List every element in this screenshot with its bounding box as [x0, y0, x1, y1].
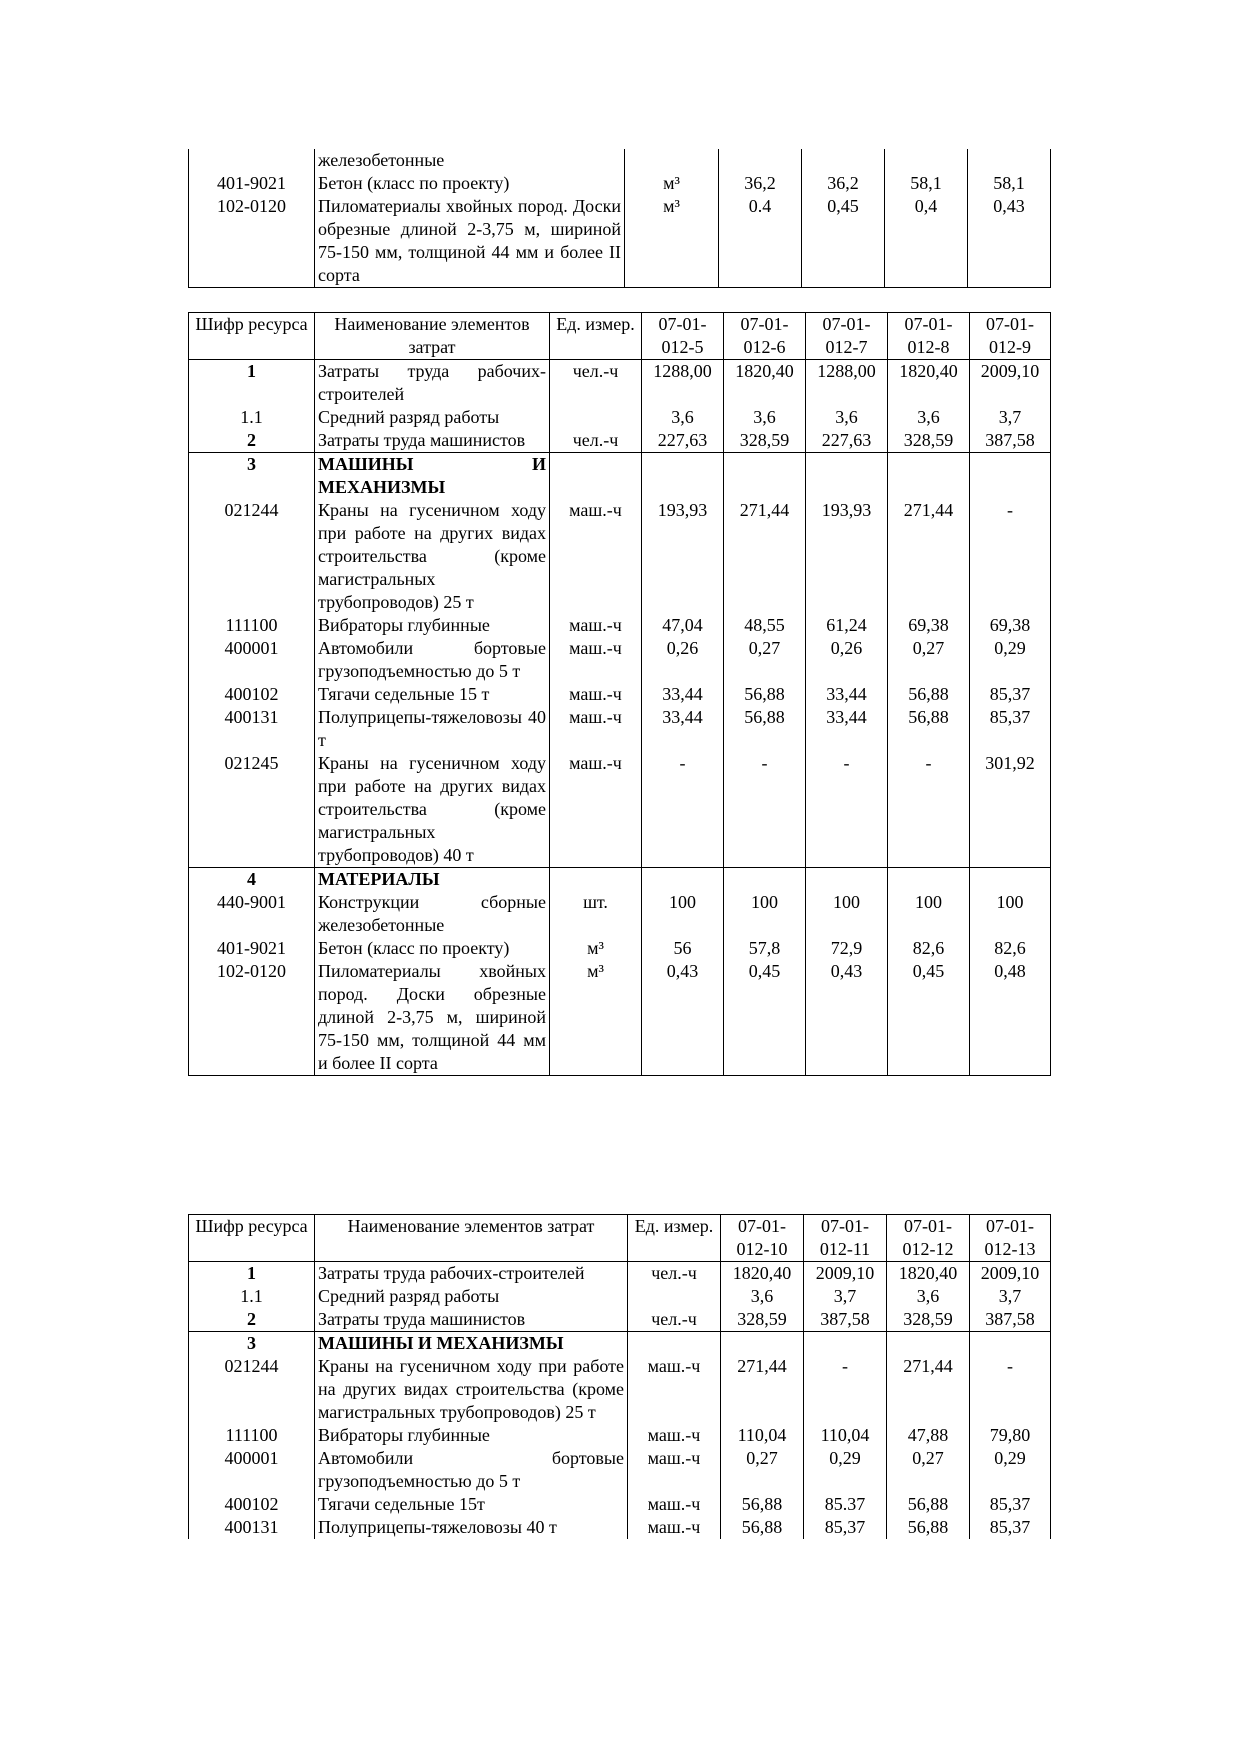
- table-row: [189, 937, 1051, 960]
- unit: маш.-ч: [628, 1355, 721, 1424]
- cost-element-name: Тягачи седельные 15 т: [315, 683, 550, 706]
- table-row: [189, 960, 1051, 1076]
- value-cell: 0.4: [719, 195, 802, 288]
- value-cell: [968, 149, 1051, 172]
- value-cell: 0,45: [802, 195, 885, 288]
- table-row: [189, 1285, 1051, 1308]
- value-cell: 1820,40: [721, 1262, 804, 1286]
- unit: маш.-ч: [628, 1516, 721, 1539]
- value-cell: 2009,10: [970, 360, 1051, 407]
- table-row: [189, 752, 1051, 868]
- section-heading: МАШИНЫ И МЕХАНИЗМЫ: [315, 1332, 628, 1356]
- header-col: 07-01-012-7: [806, 313, 888, 360]
- table-header-row: [189, 313, 1051, 360]
- value-cell: 85,37: [970, 683, 1051, 706]
- value-cell: 56,88: [724, 683, 806, 706]
- value-cell: 47,04: [642, 614, 724, 637]
- table-row: [189, 429, 1051, 453]
- value-cell: [970, 453, 1051, 500]
- header-unit: Ед. измер.: [550, 313, 642, 360]
- value-cell: 1820,40: [887, 1262, 970, 1286]
- cost-element-name: Затраты труда рабочих-строителей: [315, 1262, 628, 1286]
- table-row: [189, 172, 1051, 195]
- header-code: Шифр ресурса: [189, 313, 315, 360]
- cost-element-name: железобетонные: [315, 149, 625, 172]
- header-col: 07-01-012-9: [970, 313, 1051, 360]
- table-row: [189, 360, 1051, 407]
- resource-code: 4: [189, 868, 315, 892]
- resource-code: 102-0120: [189, 960, 315, 1076]
- value-cell: [719, 149, 802, 172]
- value-cell: 0,26: [642, 637, 724, 683]
- value-cell: [885, 149, 968, 172]
- value-cell: 100: [970, 891, 1051, 937]
- value-cell: 0,43: [806, 960, 888, 1076]
- cost-element-name: Пиломатериалы хвойных пород. Доски обрезные длиной 2-3,75 м, шириной 75-150 мм, толщиной 44 мм и более II сорта: [315, 960, 550, 1076]
- resource-code: 1.1: [189, 1285, 315, 1308]
- section-heading-row: [189, 868, 1051, 892]
- unit: м³: [550, 960, 642, 1076]
- value-cell: 0,26: [806, 637, 888, 683]
- value-cell: -: [806, 752, 888, 868]
- cost-element-name: Автомобили бортовые грузоподъемностью до 5 т: [315, 1447, 628, 1493]
- table-row: [189, 1262, 1051, 1286]
- section-heading-row: [189, 1332, 1051, 1356]
- value-cell: 1820,40: [724, 360, 806, 407]
- table-row: [189, 195, 1051, 288]
- value-cell: 0,27: [888, 637, 970, 683]
- table-row: [189, 499, 1051, 614]
- value-cell: 72,9: [806, 937, 888, 960]
- unit: чел.-ч: [550, 360, 642, 407]
- value-cell: 1820,40: [888, 360, 970, 407]
- unit: маш.-ч: [550, 499, 642, 614]
- table-row: [189, 706, 1051, 752]
- value-cell: 387,58: [970, 429, 1051, 453]
- value-cell: 3,6: [887, 1285, 970, 1308]
- section-heading: МАТЕРИАЛЫ: [315, 868, 550, 892]
- value-cell: -: [970, 1355, 1051, 1424]
- resource-code: 401-9021: [189, 937, 315, 960]
- resource-code: 111100: [189, 614, 315, 637]
- resource-code: 021244: [189, 1355, 315, 1424]
- cost-element-name: Тягачи седельные 15т: [315, 1493, 628, 1516]
- unit: [550, 868, 642, 892]
- value-cell: 82,6: [888, 937, 970, 960]
- value-cell: 56,88: [887, 1516, 970, 1539]
- section-heading-row: [189, 453, 1051, 500]
- resource-code: 102-0120: [189, 195, 315, 288]
- cost-element-name: Средний разряд работы: [315, 406, 550, 429]
- value-cell: 69,38: [970, 614, 1051, 637]
- resource-code: 3: [189, 453, 315, 500]
- resource-code: 3: [189, 1332, 315, 1356]
- value-cell: 36,2: [719, 172, 802, 195]
- table-row: [189, 406, 1051, 429]
- resource-code: [189, 149, 315, 172]
- value-cell: [888, 453, 970, 500]
- value-cell: 2009,10: [804, 1262, 887, 1286]
- header-col: 07-01-012-8: [888, 313, 970, 360]
- table-row: [189, 1493, 1051, 1516]
- value-cell: 58,1: [968, 172, 1051, 195]
- resource-code: 400102: [189, 683, 315, 706]
- value-cell: [806, 453, 888, 500]
- unit: м³: [550, 937, 642, 960]
- value-cell: 328,59: [887, 1308, 970, 1332]
- value-cell: 301,92: [970, 752, 1051, 868]
- value-cell: 0,45: [888, 960, 970, 1076]
- value-cell: 0,27: [721, 1447, 804, 1493]
- resource-code: 021245: [189, 752, 315, 868]
- header-col: 07-01-012-13: [970, 1215, 1051, 1262]
- value-cell: 271,44: [721, 1355, 804, 1424]
- table-row: [189, 614, 1051, 637]
- cost-element-name: Пиломатериалы хвойных пород. Доски обрезные длиной 2-3,75 м, шириной 75-150 мм, толщиной 44 мм и более II сорта: [315, 195, 625, 288]
- unit: м³: [625, 172, 719, 195]
- value-cell: 0,43: [968, 195, 1051, 288]
- value-cell: 85,37: [970, 1493, 1051, 1516]
- value-cell: 271,44: [887, 1355, 970, 1424]
- table-header-row: [189, 1215, 1051, 1262]
- header-name: Наименование элементов затрат: [315, 313, 550, 360]
- unit: чел.-ч: [628, 1262, 721, 1286]
- value-cell: 85.37: [804, 1493, 887, 1516]
- value-cell: 61,24: [806, 614, 888, 637]
- unit: чел.-ч: [628, 1308, 721, 1332]
- value-cell: [970, 1332, 1051, 1356]
- unit: [628, 1285, 721, 1308]
- table-row: [189, 891, 1051, 937]
- value-cell: -: [724, 752, 806, 868]
- value-cell: 100: [806, 891, 888, 937]
- value-cell: 82,6: [970, 937, 1051, 960]
- table-resources-10-13: [188, 1214, 1051, 1539]
- value-cell: 57,8: [724, 937, 806, 960]
- table-continuation: [188, 149, 1051, 288]
- value-cell: 0,29: [970, 637, 1051, 683]
- header-col: 07-01-012-10: [721, 1215, 804, 1262]
- value-cell: 2009,10: [970, 1262, 1051, 1286]
- resource-code: 2: [189, 1308, 315, 1332]
- unit: маш.-ч: [628, 1447, 721, 1493]
- resource-code: 400001: [189, 1447, 315, 1493]
- cost-element-name: Бетон (класс по проекту): [315, 172, 625, 195]
- table-row: [189, 1424, 1051, 1447]
- value-cell: [724, 868, 806, 892]
- value-cell: -: [804, 1355, 887, 1424]
- value-cell: 100: [642, 891, 724, 937]
- value-cell: 56,88: [887, 1493, 970, 1516]
- header-code: Шифр ресурса: [189, 1215, 315, 1262]
- value-cell: 110,04: [804, 1424, 887, 1447]
- value-cell: [806, 868, 888, 892]
- value-cell: -: [970, 499, 1051, 614]
- value-cell: 100: [724, 891, 806, 937]
- value-cell: 1288,00: [642, 360, 724, 407]
- value-cell: 3,7: [970, 406, 1051, 429]
- cost-element-name: Полуприцепы-тяжеловозы 40 т: [315, 706, 550, 752]
- value-cell: 3,6: [642, 406, 724, 429]
- value-cell: 33,44: [806, 706, 888, 752]
- cost-element-name: Затраты труда машинистов: [315, 1308, 628, 1332]
- cost-element-name: Краны на гусеничном ходу при работе на других видах строительства (кроме магистральных трубопроводов) 25 т: [315, 1355, 628, 1424]
- value-cell: 36,2: [802, 172, 885, 195]
- value-cell: 3,7: [804, 1285, 887, 1308]
- value-cell: 56,88: [721, 1493, 804, 1516]
- table-row: [189, 1355, 1051, 1424]
- cost-element-name: Вибраторы глубинные: [315, 1424, 628, 1447]
- value-cell: 56: [642, 937, 724, 960]
- table-row: [189, 683, 1051, 706]
- value-cell: 0,29: [970, 1447, 1051, 1493]
- header-unit: Ед. измер.: [628, 1215, 721, 1262]
- value-cell: 0,29: [804, 1447, 887, 1493]
- value-cell: 271,44: [888, 499, 970, 614]
- value-cell: [724, 453, 806, 500]
- cost-element-name: Полуприцепы-тяжеловозы 40 т: [315, 1516, 628, 1539]
- unit: [625, 149, 719, 172]
- unit: маш.-ч: [550, 706, 642, 752]
- cost-element-name: Вибраторы глубинные: [315, 614, 550, 637]
- table-row: [189, 1516, 1051, 1539]
- resource-code: 400131: [189, 706, 315, 752]
- value-cell: 0,27: [887, 1447, 970, 1493]
- section-heading: МАШИНЫ И МЕХАНИЗМЫ: [315, 453, 550, 500]
- table-row: [189, 149, 1051, 172]
- value-cell: 33,44: [806, 683, 888, 706]
- unit: шт.: [550, 891, 642, 937]
- resource-code: 1: [189, 1262, 315, 1286]
- table-row: [189, 1447, 1051, 1493]
- value-cell: 110,04: [721, 1424, 804, 1447]
- value-cell: 1288,00: [806, 360, 888, 407]
- value-cell: 387,58: [970, 1308, 1051, 1332]
- cost-element-name: Бетон (класс по проекту): [315, 937, 550, 960]
- unit: маш.-ч: [628, 1493, 721, 1516]
- resource-code: 400001: [189, 637, 315, 683]
- value-cell: 56,88: [721, 1516, 804, 1539]
- value-cell: 47,88: [887, 1424, 970, 1447]
- value-cell: 3,6: [724, 406, 806, 429]
- value-cell: -: [642, 752, 724, 868]
- unit: [628, 1332, 721, 1356]
- header-col: 07-01-012-6: [724, 313, 806, 360]
- resource-code: 1.1: [189, 406, 315, 429]
- value-cell: 85,37: [970, 706, 1051, 752]
- value-cell: 227,63: [806, 429, 888, 453]
- value-cell: 56,88: [888, 706, 970, 752]
- value-cell: 328,59: [724, 429, 806, 453]
- value-cell: 227,63: [642, 429, 724, 453]
- value-cell: 193,93: [806, 499, 888, 614]
- value-cell: 3,7: [970, 1285, 1051, 1308]
- cost-element-name: Краны на гусеничном ходу при работе на других видах строительства (кроме магистральных трубопроводов) 25 т: [315, 499, 550, 614]
- unit: [550, 453, 642, 500]
- value-cell: 387,58: [804, 1308, 887, 1332]
- value-cell: 0,43: [642, 960, 724, 1076]
- value-cell: [970, 868, 1051, 892]
- value-cell: 33,44: [642, 683, 724, 706]
- value-cell: 48,55: [724, 614, 806, 637]
- unit: маш.-ч: [550, 637, 642, 683]
- value-cell: 56,88: [724, 706, 806, 752]
- value-cell: 3,6: [888, 406, 970, 429]
- value-cell: 3,6: [806, 406, 888, 429]
- unit: м³: [625, 195, 719, 288]
- table-resources-5-9: [188, 312, 1051, 1076]
- cost-element-name: Средний разряд работы: [315, 1285, 628, 1308]
- header-col: 07-01-012-12: [887, 1215, 970, 1262]
- resource-code: 1: [189, 360, 315, 407]
- value-cell: [642, 868, 724, 892]
- table-row: [189, 1308, 1051, 1332]
- value-cell: 0,4: [885, 195, 968, 288]
- value-cell: 328,59: [888, 429, 970, 453]
- unit: маш.-ч: [550, 752, 642, 868]
- value-cell: 58,1: [885, 172, 968, 195]
- resource-code: 111100: [189, 1424, 315, 1447]
- value-cell: [888, 868, 970, 892]
- value-cell: 3,6: [721, 1285, 804, 1308]
- header-name: Наименование элементов затрат: [315, 1215, 628, 1262]
- table-row: [189, 637, 1051, 683]
- value-cell: 56,88: [888, 683, 970, 706]
- value-cell: [721, 1332, 804, 1356]
- unit: [550, 406, 642, 429]
- value-cell: 69,38: [888, 614, 970, 637]
- value-cell: [887, 1332, 970, 1356]
- value-cell: 271,44: [724, 499, 806, 614]
- resource-code: 440-9001: [189, 891, 315, 937]
- value-cell: [802, 149, 885, 172]
- value-cell: 79,80: [970, 1424, 1051, 1447]
- cost-element-name: Затраты труда рабочих-строителей: [315, 360, 550, 407]
- resource-code: 2: [189, 429, 315, 453]
- resource-code: 400131: [189, 1516, 315, 1539]
- value-cell: 328,59: [721, 1308, 804, 1332]
- cost-element-name: Автомобили бортовые грузоподъемностью до 5 т: [315, 637, 550, 683]
- value-cell: 0,45: [724, 960, 806, 1076]
- resource-code: 400102: [189, 1493, 315, 1516]
- value-cell: 193,93: [642, 499, 724, 614]
- resource-code: 021244: [189, 499, 315, 614]
- value-cell: [642, 453, 724, 500]
- header-col: 07-01-012-5: [642, 313, 724, 360]
- cost-element-name: Краны на гусеничном ходу при работе на других видах строительства (кроме магистральных трубопроводов) 40 т: [315, 752, 550, 868]
- value-cell: -: [888, 752, 970, 868]
- value-cell: [804, 1332, 887, 1356]
- value-cell: 0,27: [724, 637, 806, 683]
- unit: маш.-ч: [628, 1424, 721, 1447]
- cost-element-name: Затраты труда машинистов: [315, 429, 550, 453]
- value-cell: 100: [888, 891, 970, 937]
- header-col: 07-01-012-11: [804, 1215, 887, 1262]
- cost-element-name: Конструкции сборные железобетонные: [315, 891, 550, 937]
- value-cell: 0,48: [970, 960, 1051, 1076]
- unit: чел.-ч: [550, 429, 642, 453]
- value-cell: 85,37: [970, 1516, 1051, 1539]
- resource-code: 401-9021: [189, 172, 315, 195]
- unit: маш.-ч: [550, 614, 642, 637]
- value-cell: 85,37: [804, 1516, 887, 1539]
- unit: маш.-ч: [550, 683, 642, 706]
- value-cell: 33,44: [642, 706, 724, 752]
